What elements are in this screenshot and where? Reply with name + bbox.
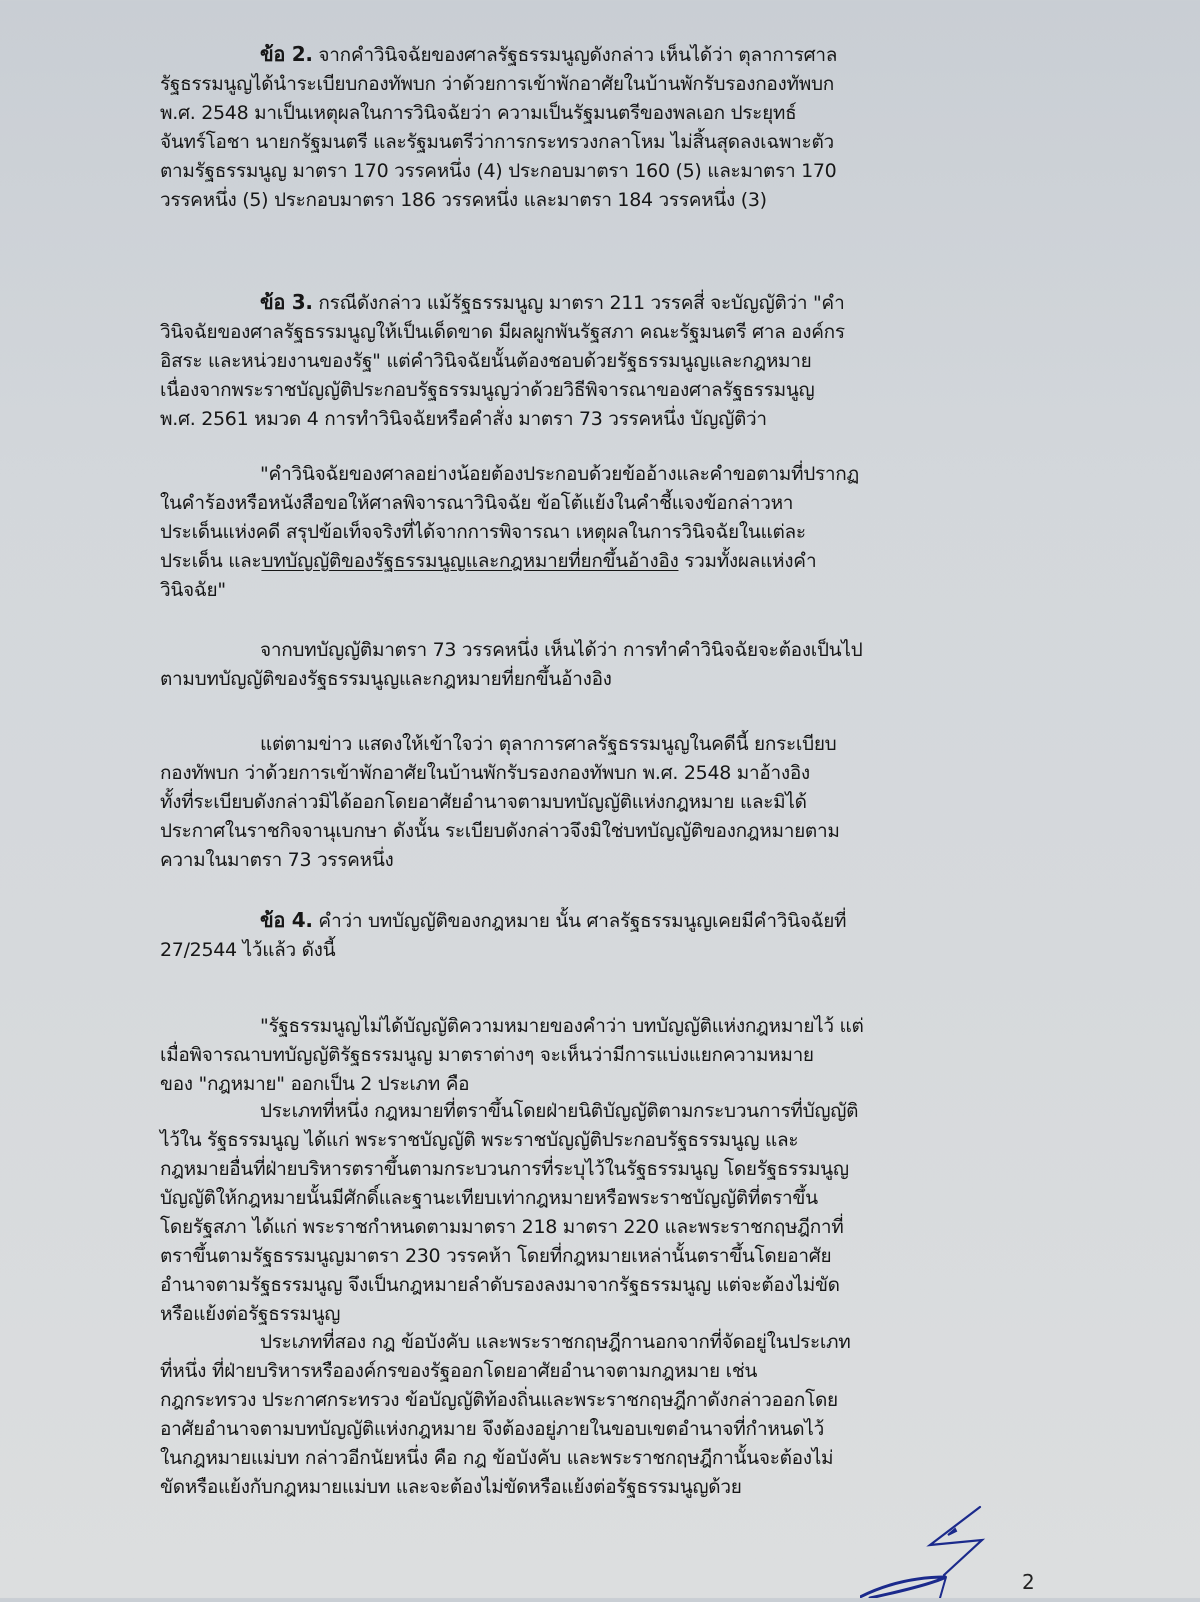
law-type-2-paragraph: ประเภทที่สอง กฎ ข้อบังคับ และพระราชกฤษฎีกานอกจากที่จัดอยู่ในประเภท ที่หนึ่ง ที่ฝ่ายบริหารหรือองค์กรของรัฐออกโดยอาศัยอำนาจตามกฎหมาย เช่น กฎกระทรวง ประกาศกระทรวง ข้อบัญญัติท้องถิ่นและพระราชกฤษฎีกาดังกล่าวออกโดย อาศัยอำนาจตามบทบัญญัติแห่งกฎหมาย จึงต้องอยู่ภายในขอบเขตอำนาจที่กำหนดไว้ ในกฎหมายแม่บท กล่าวอีกนัยหนึ่ง คือ กฎ ข้อบังคับ และพระราชกฤษฎีกานั้นจะต้องไม่ ขัดหรือแย้งกับกฎหมายแม่บท และจะต้องไม่ขัดหรือแย้งต่อรัฐธรรมนูญด้วย xyxy=(160,1331,851,1498)
section-73-analysis-paragraph: จากบทบัญญัติมาตรา 73 วรรคหนึ่ง เห็นได้ว่า การทำคำวินิจฉัยจะต้องเป็นไป ตามบทบัญญัติของรัฐธรรมนูญและกฎหมายที่ยกขึ้นอ้างอิง xyxy=(160,639,863,690)
clause-2-label: ข้อ 2. xyxy=(260,42,313,66)
ruling-27-2544-quote: "รัฐธรรมนูญไม่ได้บัญญัติความหมายของคำว่า บทบัญญัติแห่งกฎหมายไว้ แต่ เมื่อพิจารณาบทบัญญัติรัฐธรรมนูญ มาตราต่างๆ จะเห็นว่ามีการแบ่งแยกความหมาย ของ "กฎหมาย" ออกเป็น 2 ประเภท คือ xyxy=(160,1015,864,1095)
clause-2-paragraph: ข้อ 2. จากคำวินิจฉัยของศาลรัฐธรรมนูญดังกล่าว เห็นได้ว่า ตุลาการศาล รัฐธรรมนูญได้นำระเบียบกองทัพบก ว่าด้วยการเข้าพักอาศัยในบ้านพักรับรองกองทัพบก พ.ศ. 2548 มาเป็นเหตุผลในการวินิจฉัยว่า ความเป็นรัฐมนตรีของพลเอก ประยุทธ์ จันทร์โอชา นายกรัฐมนตรี และรัฐมนตรีว่าการกระทรวงกลาโหม ไม่สิ้นสุดลงเฉพาะตัว ตามรัฐธรรมนูญ มาตรา 170 วรรคหนึ่ง (4) ประกอบมาตรา 160 (5) และมาตรา 170 วรรคหนึ่ง (5) ประกอบมาตรา 186 วรรคหนึ่ง และมาตรา 184 วรรคหนึ่ง (3) xyxy=(160,42,838,211)
handwritten-signature-icon xyxy=(860,1505,1020,1598)
clause-3-label: ข้อ 3. xyxy=(260,290,313,314)
underlined-emphasis: บทบัญญัติของรัฐธรรมนูญและกฎหมายที่ยกขึ้นอ้างอิง xyxy=(261,550,679,572)
clause-4-label: ข้อ 4. xyxy=(260,908,313,932)
law-type-1-paragraph: ประเภทที่หนึ่ง กฎหมายที่ตราขึ้นโดยฝ่ายนิติบัญญัติตามกระบวนการที่บัญญัติ ไว้ใน รัฐธรรมนูญ ได้แก่ พระราชบัญญัติ พระราชบัญญัติประกอบรัฐธรรมนูญ และ กฎหมายอื่นที่ฝ่ายบริหารตราขึ้นตามกระบวนการที่ระบุไว้ในรัฐธรรมนูญ โดยรัฐธรรมนูญ บัญญัติให้กฎหมายนั้นมีศักดิ์และฐานะเทียบเท่ากฎหมายหรือพระราชบัญญัติที่ตราขึ้น โดยรัฐสภา ได้แก่ พระราชกำหนดตามมาตรา 218 มาตรา 220 และพระราชกฤษฎีกาที่ ตราขึ้นตามรัฐธรรมนูญมาตรา 230 วรรคห้า โดยที่กฎหมายเหล่านั้นตราขึ้นโดยอาศัย อำนาจตามรัฐธรรมนูญ จึงเป็นกฎหมายลำดับรองลงมาจากรัฐธรรมนูญ แต่จะต้องไม่ขัด หรือแย้งต่อรัฐธรรมนูญ xyxy=(160,1100,859,1325)
clause-3-paragraph: ข้อ 3. กรณีดังกล่าว แม้รัฐธรรมนูญ มาตรา 211 วรรคสี่ จะบัญญัติว่า "คำ วินิจฉัยของศาลรัฐธรรมนูญให้เป็นเด็ดขาด มีผลผูกพันรัฐสภา คณะรัฐมนตรี ศาล องค์กร อิสระ และหน่วยงานของรัฐ" แต่คำวินิจฉัยนั้นต้องชอบด้วยรัฐธรรมนูญและกฎหมาย เนื่องจากพระราชบัญญัติประกอบรัฐธรรมนูญว่าด้วยวิธีพิจารณาของศาลรัฐธรรมนูญ พ.ศ. 2561 หมวด 4 การทำวินิจฉัยหรือคำสั่ง มาตรา 73 วรรคหนึ่ง บัญญัติว่า xyxy=(160,290,845,430)
section-73-quote: "คำวินิจฉัยของศาลอย่างน้อยต้องประกอบด้วยข้ออ้างและคำขอตามที่ปรากฏ ในคำร้องหรือหนังสือขอให้ศาลพิจารณาวินิจฉัย ข้อโต้แย้งในคำชี้แจงข้อกล่าวหา ประเด็นแห่งคดี สรุปข้อเท็จจริงที่ได้จากการพิจารณา เหตุผลในการวินิจฉัยในแต่ละ ประเด็น และบทบัญญัติของรัฐธรรมนูญและกฎหมายที่ยกขึ้นอ้างอิง รวมทั้งผลแห่งคำ วินิจฉัย" xyxy=(160,463,859,601)
news-paragraph: แต่ตามข่าว แสดงให้เข้าใจว่า ตุลาการศาลรัฐธรรมนูญในคดีนี้ ยกระเบียบ กองทัพบก ว่าด้วยการเข้าพักอาศัยในบ้านพักรับรองกองทัพบก พ.ศ. 2548 มาอ้างอิง ทั้งที่ระเบียบดังกล่าวมิได้ออกโดยอาศัยอำนาจตามบทบัญญัติแห่งกฎหมาย และมิได้ ประกาศในราชกิจจานุเบกษา ดังนั้น ระเบียบดังกล่าวจึงมิใช่บทบัญญัติของกฎหมายตาม ความในมาตรา 73 วรรคหนึ่ง xyxy=(160,733,840,871)
clause-4-paragraph: ข้อ 4. คำว่า บทบัญญัติของกฎหมาย นั้น ศาลรัฐธรรมนูญเคยมีคำวินิจฉัยที่ 27/2544 ไว้แล้ว ดังนี้ xyxy=(160,908,847,961)
page-number: 2 xyxy=(1022,1570,1035,1594)
